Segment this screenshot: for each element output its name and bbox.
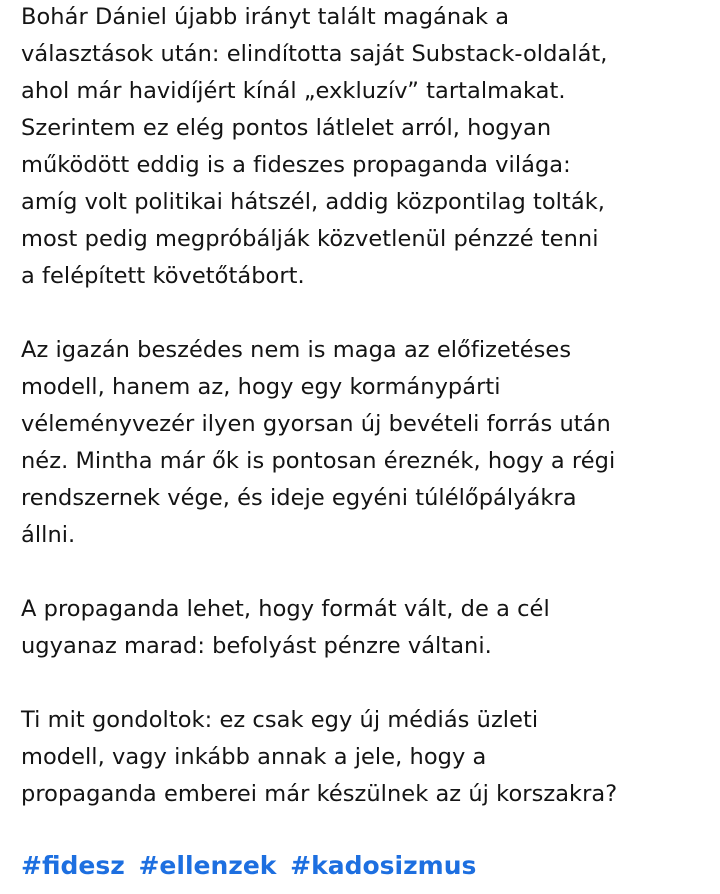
post-paragraph: Az igazán beszédes nem is maga az előfizetéses modell, hanem az, hogy egy kormánypárti véleményvezér ilyen gyorsan új bevételi forrás után néz. Mintha már ők is pontosan éreznék, hogy a régi rendszernek vége, és ideje egyéni túlélőpályákra állni. bbox=[21, 337, 616, 548]
post-body bbox=[21, 0, 711, 813]
hashtag-link-ellenzek[interactable]: #ellenzek bbox=[138, 851, 277, 880]
hashtag-link-fidesz[interactable]: #fidesz bbox=[21, 851, 125, 880]
post-paragraph: A propaganda lehet, hogy formát vált, de a cél ugyanaz marad: befolyást pénzre váltani. bbox=[21, 596, 550, 659]
post-paragraph: Ti mit gondoltok: ez csak egy új médiás üzleti modell, vagy inkább annak a jele, hogy a propaganda emberei már készülnek az új korszakra? bbox=[21, 707, 618, 807]
post-paragraph: Bohár Dániel újabb irányt talált magának a választások után: elindította saját Substack-oldalát, ahol már havidíjért kínál „exkluzív” tartalmakat. Szerintem ez elég pontos látlelet arról, hogyan működött eddig is a fideszes propaganda világa: amíg volt politikai hátszél, addig központilag tolták, most pedig megpróbálják közvetlenül pénzzé tenni a felépített követőtábort. bbox=[21, 4, 608, 289]
hashtag-link-kadosizmus[interactable]: #kadosizmus bbox=[290, 851, 477, 880]
hashtag-row bbox=[21, 847, 481, 885]
